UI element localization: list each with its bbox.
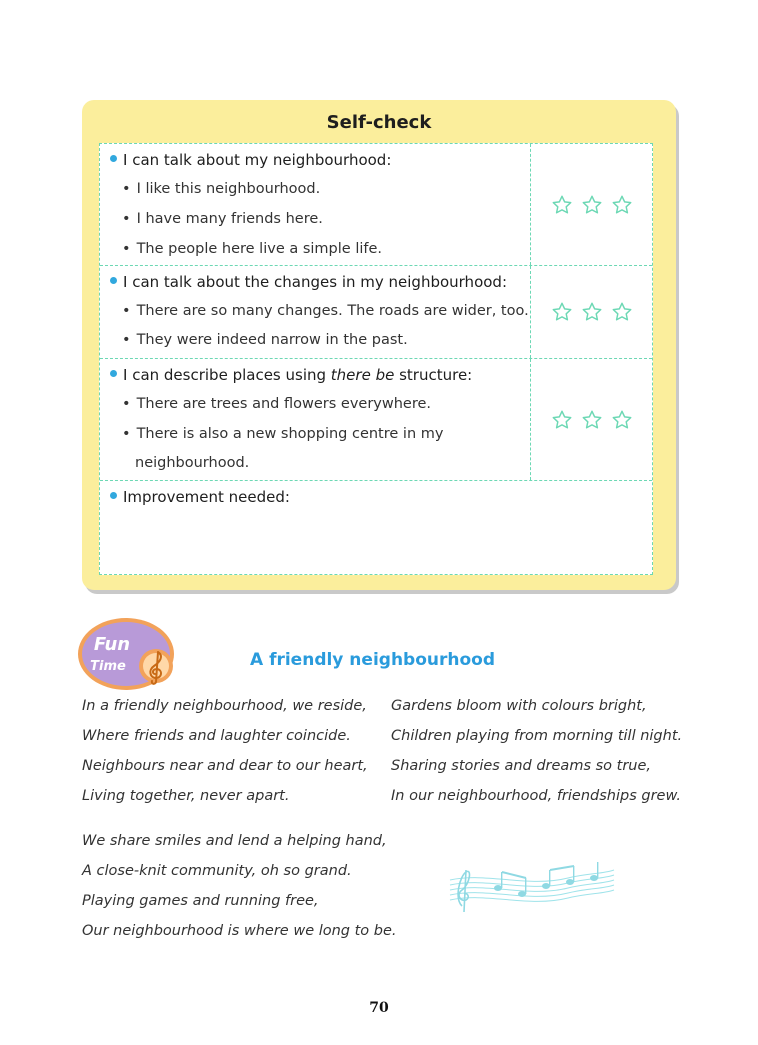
- row-item: • There is also a new shopping centre in my: [122, 426, 444, 442]
- poem-line: Living together, never apart.: [82, 788, 290, 804]
- page-number: 70: [369, 1000, 389, 1016]
- row-text-cell: [100, 266, 531, 358]
- poem-line: Neighbours near and dear to our heart,: [82, 758, 368, 774]
- star-outline-icon[interactable]: [611, 301, 633, 323]
- fun-time-title: A friendly neighbourhood: [250, 650, 496, 670]
- row-item: • There are trees and flowers everywhere.: [122, 396, 432, 412]
- row-text-cell: [100, 359, 531, 480]
- blue-dot-icon: [110, 155, 117, 162]
- star-outline-icon[interactable]: [551, 194, 573, 216]
- badge-fun-text: Fun: [93, 634, 131, 655]
- star-rating[interactable]: [531, 359, 652, 480]
- poem-line: Where friends and laughter coincide.: [82, 728, 351, 744]
- poem-line: A close-knit community, oh so grand.: [82, 863, 352, 879]
- row-heading: Improvement needed:: [110, 488, 290, 506]
- row-item: • I like this neighbourhood.: [122, 181, 321, 197]
- star-outline-icon[interactable]: [581, 409, 603, 431]
- improvement-row[interactable]: [100, 481, 652, 574]
- fun-time-badge: [74, 614, 186, 694]
- self-check-row: [100, 359, 652, 481]
- star-outline-icon[interactable]: [551, 409, 573, 431]
- poem-line: Gardens bloom with colours bright,: [391, 698, 647, 714]
- star-outline-icon[interactable]: [611, 409, 633, 431]
- poem-stanza-2: [82, 826, 397, 946]
- star-outline-icon[interactable]: [581, 301, 603, 323]
- row-item: • The people here live a simple life.: [122, 241, 383, 257]
- blue-dot-icon: [110, 492, 117, 499]
- music-staff-icon: [448, 858, 616, 916]
- star-outline-icon[interactable]: [551, 301, 573, 323]
- row-item: • There are so many changes. The roads are wider, too.: [122, 303, 529, 319]
- poem-line: Playing games and running free,: [82, 893, 319, 909]
- self-check-panel: [82, 100, 676, 590]
- poem-line: We share smiles and lend a helping hand,: [82, 833, 387, 849]
- blue-dot-icon: [110, 370, 117, 377]
- badge-time-text: Time: [90, 659, 126, 674]
- poem-line: In our neighbourhood, friendships grew.: [391, 788, 681, 804]
- self-check-title: Self-check: [326, 112, 432, 133]
- row-text-cell: [100, 144, 531, 265]
- poem-line: Sharing stories and dreams so true,: [391, 758, 652, 774]
- star-outline-icon[interactable]: [581, 194, 603, 216]
- self-check-row: [100, 266, 652, 359]
- self-check-table: [99, 143, 653, 575]
- self-check-row: [100, 144, 652, 266]
- star-rating[interactable]: [531, 266, 652, 358]
- row-item: • I have many friends here.: [122, 211, 323, 227]
- poem-stanza-1-left: [82, 691, 368, 811]
- star-rating[interactable]: [531, 144, 652, 265]
- poem-stanza-1-right: [391, 691, 682, 811]
- row-heading: I can talk about my neighbourhood:: [110, 151, 391, 169]
- poem-line: Our neighbourhood is where we long to be.: [82, 923, 397, 939]
- poem-line: Children playing from morning till night.: [391, 728, 683, 744]
- row-item: • They were indeed narrow in the past.: [122, 332, 408, 348]
- poem-line: In a friendly neighbourhood, we reside,: [82, 698, 367, 714]
- blue-dot-icon: [110, 277, 117, 284]
- star-outline-icon[interactable]: [611, 194, 633, 216]
- row-item-continuation: neighbourhood.: [135, 455, 250, 471]
- row-heading: I can describe places using there be structure:: [110, 366, 472, 384]
- row-heading: I can talk about the changes in my neighbourhood:: [110, 273, 507, 291]
